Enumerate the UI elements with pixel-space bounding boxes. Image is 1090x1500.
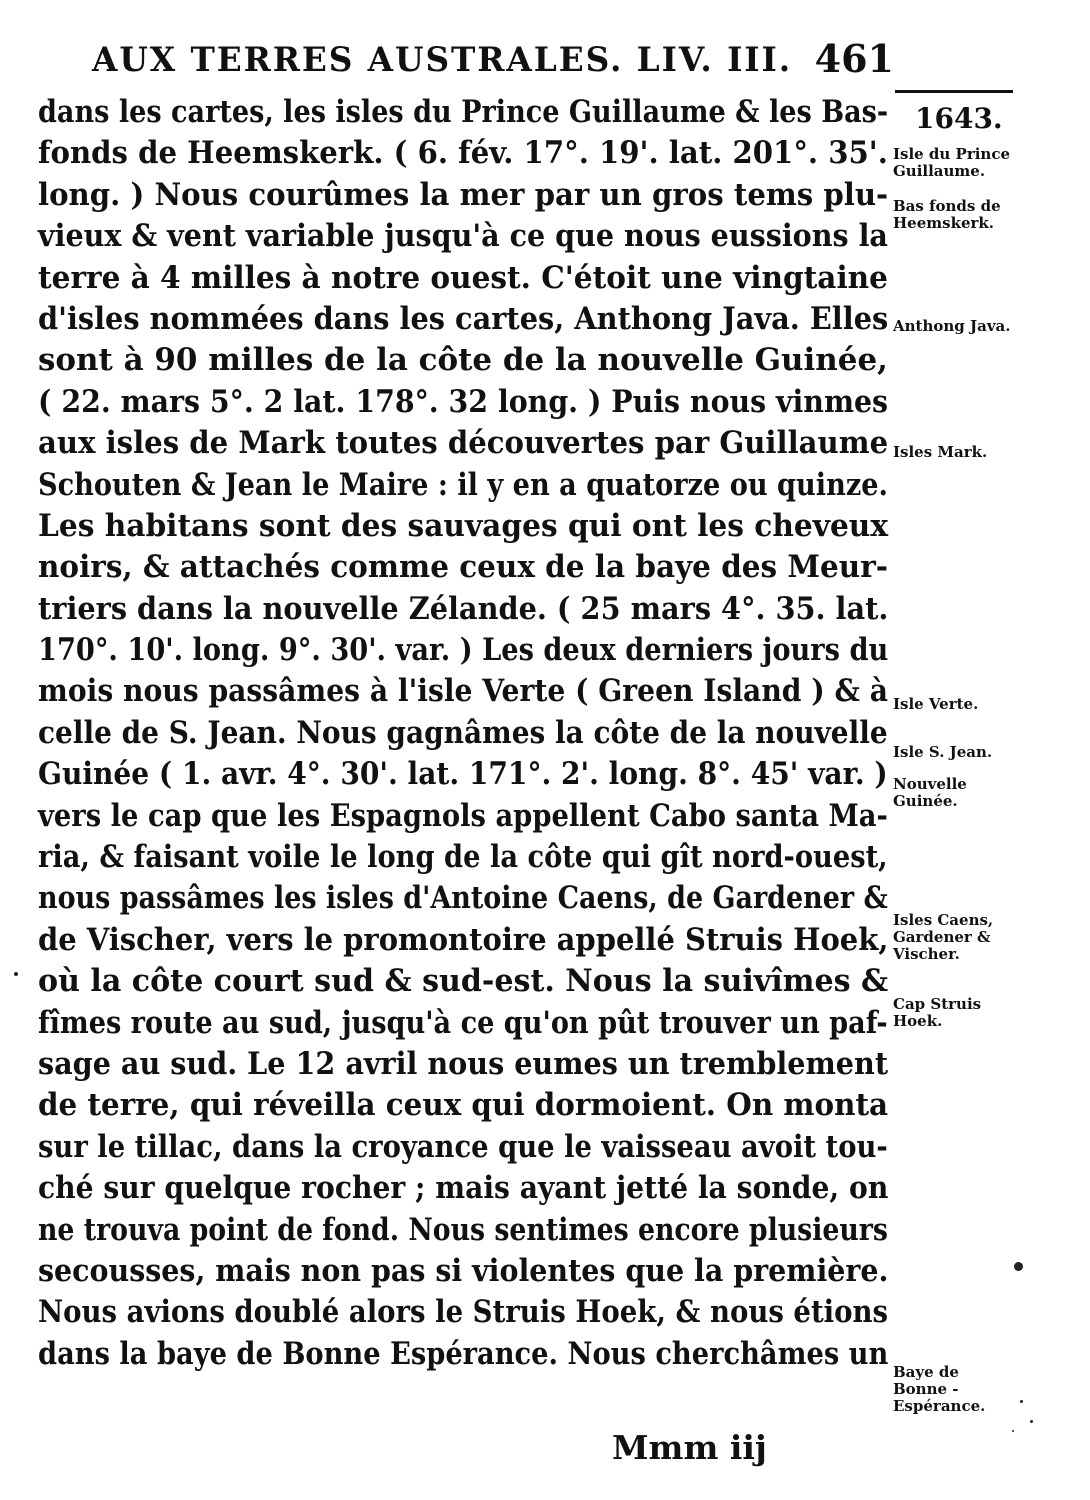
margin-note: Isle Verte. [893, 695, 979, 713]
margin-note: Anthong Java. [893, 317, 1011, 335]
margin-year: 1643. [915, 102, 1003, 135]
text-line: nous passâmes les isles d'Antoine Caens, de Gardener & [38, 880, 888, 917]
text-line: où la côte court sud & sud-est. Nous la suivîmes & [38, 963, 889, 1000]
margin-note: Isles Mark. [893, 443, 988, 461]
scan-speck [1014, 1262, 1023, 1271]
margin-note: Baye de Bonne - Espérance. [893, 1363, 986, 1415]
text-line: 170°. 10'. long. 9°. 30'. var. ) Les deux derniers jours du [38, 632, 889, 669]
text-line: de terre, qui réveilla ceux qui dormoient. On monta [38, 1087, 889, 1124]
text-line: vers le cap que les Espagnols appellent Cabo santa Ma- [38, 797, 888, 834]
text-line: dans la baye de Bonne Espérance. Nous cherchâmes un [38, 1335, 889, 1372]
text-line: ( 22. mars 5°. 2 lat. 178°. 32 long. ) Puis nous vinmes [38, 383, 889, 420]
signature-mark: Mmm iij [612, 1428, 767, 1467]
text-line: vieux & vent variable jusqu'à ce que nous eussions la [38, 218, 888, 255]
text-line: Schouten & Jean le Maire : il y en a quatorze ou quinze. [38, 466, 889, 503]
text-line: mois nous passâmes à l'isle Verte ( Green Island ) & à [38, 673, 888, 710]
margin-note: Isles Caens, Gardener & Vischer. [893, 911, 994, 963]
text-line: d'isles nommées dans les cartes, Anthong Java. Elles [38, 300, 889, 337]
scan-speck [1020, 1400, 1023, 1403]
text-line: noirs, & attachés comme ceux de la baye des Meur- [38, 549, 888, 586]
text-line: sur le tillac, dans la croyance que le vaisseau avoit tou- [38, 1128, 888, 1165]
text-line: ché sur quelque rocher ; mais ayant jetté la sonde, on [38, 1170, 889, 1207]
margin-rule [895, 90, 1013, 93]
margin-note: Nouvelle Guinée. [893, 775, 967, 810]
text-line: Les habitans sont des sauvages qui ont les cheveux [38, 507, 889, 544]
text-line: de Vischer, vers le promontoire appellé Struis Hoek, [38, 921, 889, 958]
text-line: celle de S. Jean. Nous gagnâmes la côte de la nouvelle [38, 714, 888, 751]
margin-note: Cap Struis Hoek. [893, 995, 982, 1030]
margin-note: Isle S. Jean. [893, 743, 993, 761]
page-number: 461 [814, 36, 894, 81]
scan-speck [14, 972, 18, 976]
text-line: dans les cartes, les isles du Prince Guillaume & les Bas- [38, 94, 889, 130]
text-line: terre à 4 milles à notre ouest. C'étoit une vingtaine [38, 259, 888, 296]
text-line: triers dans la nouvelle Zélande. ( 25 mars 4°. 35. lat. [38, 590, 889, 627]
text-line: long. ) Nous courûmes la mer par un gros tems plu- [38, 176, 889, 213]
text-line: fîmes route au sud, jusqu'à ce qu'on pût trouver un paf- [38, 1004, 888, 1041]
text-line: ria, & faisant voile le long de la côte qui gît nord-ouest, [38, 839, 888, 876]
scan-speck [1030, 1420, 1033, 1423]
body-text [38, 92, 888, 1375]
margin-note: Isle du Prince Guillaume. [893, 145, 1011, 180]
text-line: aux isles de Mark toutes découvertes par Guillaume [38, 425, 889, 462]
text-line: secousses, mais non pas si violentes que la première. [38, 1252, 889, 1289]
margin-note: Bas fonds de Heemskerk. [893, 197, 1001, 232]
text-line: sont à 90 milles de la côte de la nouvelle Guinée, [38, 342, 888, 379]
page-header [92, 34, 894, 84]
text-line: Nous avions doublé alors le Struis Hoek, & nous étions [38, 1294, 889, 1331]
text-line: sage au sud. Le 12 avril nous eumes un tremblement [38, 1045, 889, 1082]
text-line: Guinée ( 1. avr. 4°. 30'. lat. 171°. 2'. long. 8°. 45' var. ) [38, 756, 888, 793]
text-line: ne trouva point de fond. Nous sentimes encore plusieurs [38, 1211, 888, 1248]
scan-speck [1012, 1430, 1014, 1432]
running-title: AUX TERRES AUSTRALES. LIV. III. [92, 40, 793, 80]
text-line: fonds de Heemskerk. ( 6. fév. 17°. 19'. lat. 201°. 35'. [38, 135, 888, 172]
